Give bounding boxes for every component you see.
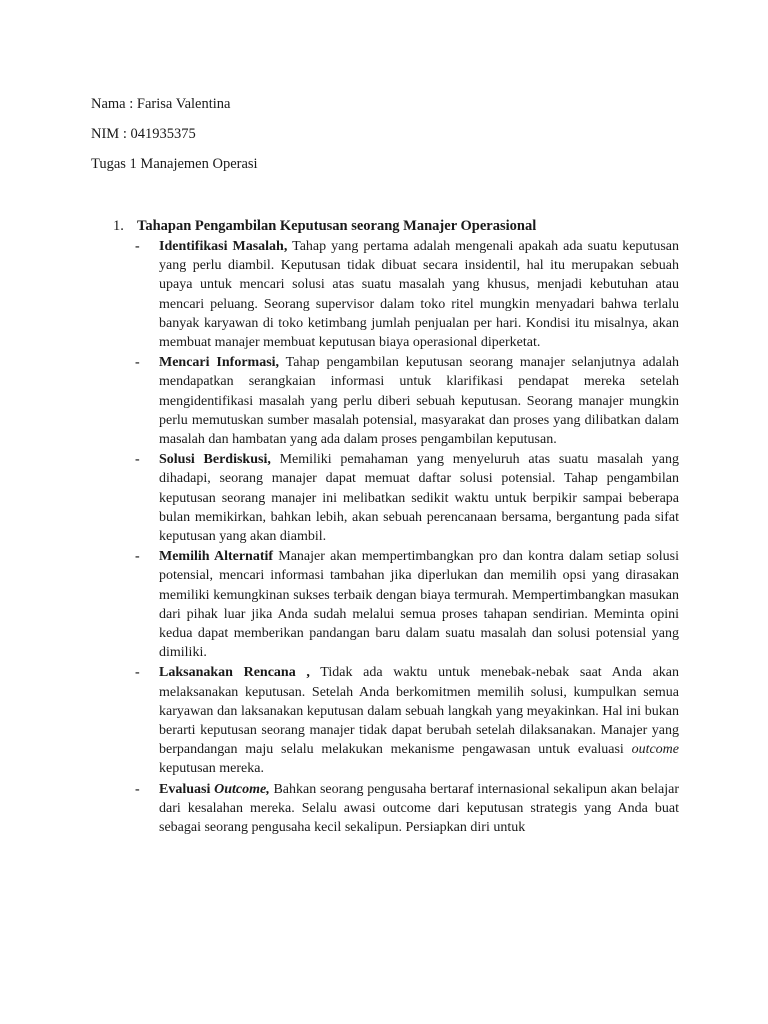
list-item bbox=[113, 450, 679, 546]
list-item bbox=[113, 780, 679, 838]
item-text: Tahap pengambilan keputusan seorang manajer selanjutnya adalah mendapatkan serangkaian informasi untuk klarifikasi pendapat mereka setelah mengidentifikasi masalah yang perlu diberi sebuah keputusan. Seorang manajer mungkin perlu memutuskan sumber masalah potensial, masyarakat dan proses yang dilibatkan dalam masalah dan hambatan yang ada dalam proses pengambilan keputusan. bbox=[159, 355, 679, 448]
student-name-line: Nama : Farisa Valentina bbox=[91, 96, 231, 112]
section-decision-stages bbox=[113, 216, 679, 837]
bullet-dash: - bbox=[135, 355, 140, 371]
list-item bbox=[113, 353, 679, 449]
item-text: Manajer akan mempertimbangkan pro dan kontra dalam setiap solusi potensial, mencari informasi tambahan jika diperlukan dan memilih opsi yang dirasakan memiliki kemungkinan sukses terbaik dengan biaya termurah. Mempertimbangkan masukan dari pihak luar jika Anda sudah melalui semua proses tahapan sendirian. Meminta opini kedua dapat memberikan pandangan baru dalam suatu masalah dan solusi potensial yang dimiliki. bbox=[159, 549, 679, 661]
assignment-title-line: Tugas 1 Manajemen Operasi bbox=[91, 156, 258, 172]
item-term: Laksanakan Rencana , bbox=[159, 665, 310, 681]
bullet-dash: - bbox=[135, 781, 140, 797]
item-text: Tahap yang pertama adalah mengenali apakah ada suatu keputusan yang perlu diambil. Keputusan tidak dibuat secara insidentil, hal itu merupakan sebuah upaya untuk mencari solusi atas suatu masalah yang khusus, menjadi kebutuhan atau mencari peluang. Seorang supervisor dalam toko ritel mungkin menyadari bahwa terlalu banyak karyawan di toko ketimbang jumlah penjualan per hari. Kondisi itu misalnya, akan membuat manajer membuat keputusan biaya operasional diperketat. bbox=[159, 239, 679, 351]
item-text: Bahkan seorang pengusaha bertaraf internasional sekalipun akan belajar dari kesalahan mereka. Selalu awasi outcome dari keputusan strategis yang Anda buat sebagai seorang pengusaha kecil sekalipun. Persiapkan diri untuk bbox=[159, 781, 679, 836]
item-term: Evaluasi bbox=[159, 781, 215, 797]
list-item bbox=[113, 663, 679, 778]
section-heading bbox=[113, 216, 679, 236]
item-term: Mencari Informasi, bbox=[159, 355, 280, 371]
item-text: Memiliki pemahaman yang menyeluruh atas suatu masalah yang dihadapi, seorang manajer dapat memuat daftar solusi potensial. Tahap pengambilan keputusan seorang manajer ini melibatkan sedikit waktu untuk berpikir sampai beberapa bulan memikirkan, bahkan lebih, akan sebuah perencanaan bersama, bergantung pada sifat keputusan yang akan diambil. bbox=[159, 452, 679, 545]
bullet-dash: - bbox=[135, 549, 140, 565]
item-text: Tidak ada waktu untuk menebak-nebak saat Anda akan melaksanakan keputusan. Setelah Anda berkomitmen memilih solusi, kumpulkan semua karyawan dan laksanakan keputusan dalam sebuah langkah yang meyakinkan. Hal ini bukan berarti keputusan seorang manajer tidak dapat berubah setelah dilaksanakan. Manajer yang berpandangan maju selalu melakukan mekanisme pengawasan untuk evaluasi bbox=[159, 665, 679, 758]
stage-list bbox=[113, 237, 679, 837]
student-nim-line: NIM : 041935375 bbox=[91, 126, 196, 142]
item-emphasis: outcome bbox=[631, 742, 679, 758]
item-term: Identifikasi Masalah, bbox=[159, 239, 288, 254]
item-term: Solusi Berdiskusi, bbox=[159, 452, 271, 468]
section-number: 1. bbox=[113, 218, 124, 234]
bullet-dash: - bbox=[135, 665, 140, 681]
item-text-end: keputusan mereka. bbox=[159, 761, 264, 777]
bullet-dash: - bbox=[135, 239, 140, 254]
bullet-dash: - bbox=[135, 452, 140, 468]
section-title: Tahapan Pengambilan Keputusan seorang Manajer Operasional bbox=[137, 218, 537, 234]
list-item bbox=[113, 547, 679, 662]
list-item bbox=[113, 237, 679, 352]
item-term-italic: Outcome, bbox=[214, 781, 270, 797]
item-term: Memilih Alternatif bbox=[159, 549, 274, 565]
